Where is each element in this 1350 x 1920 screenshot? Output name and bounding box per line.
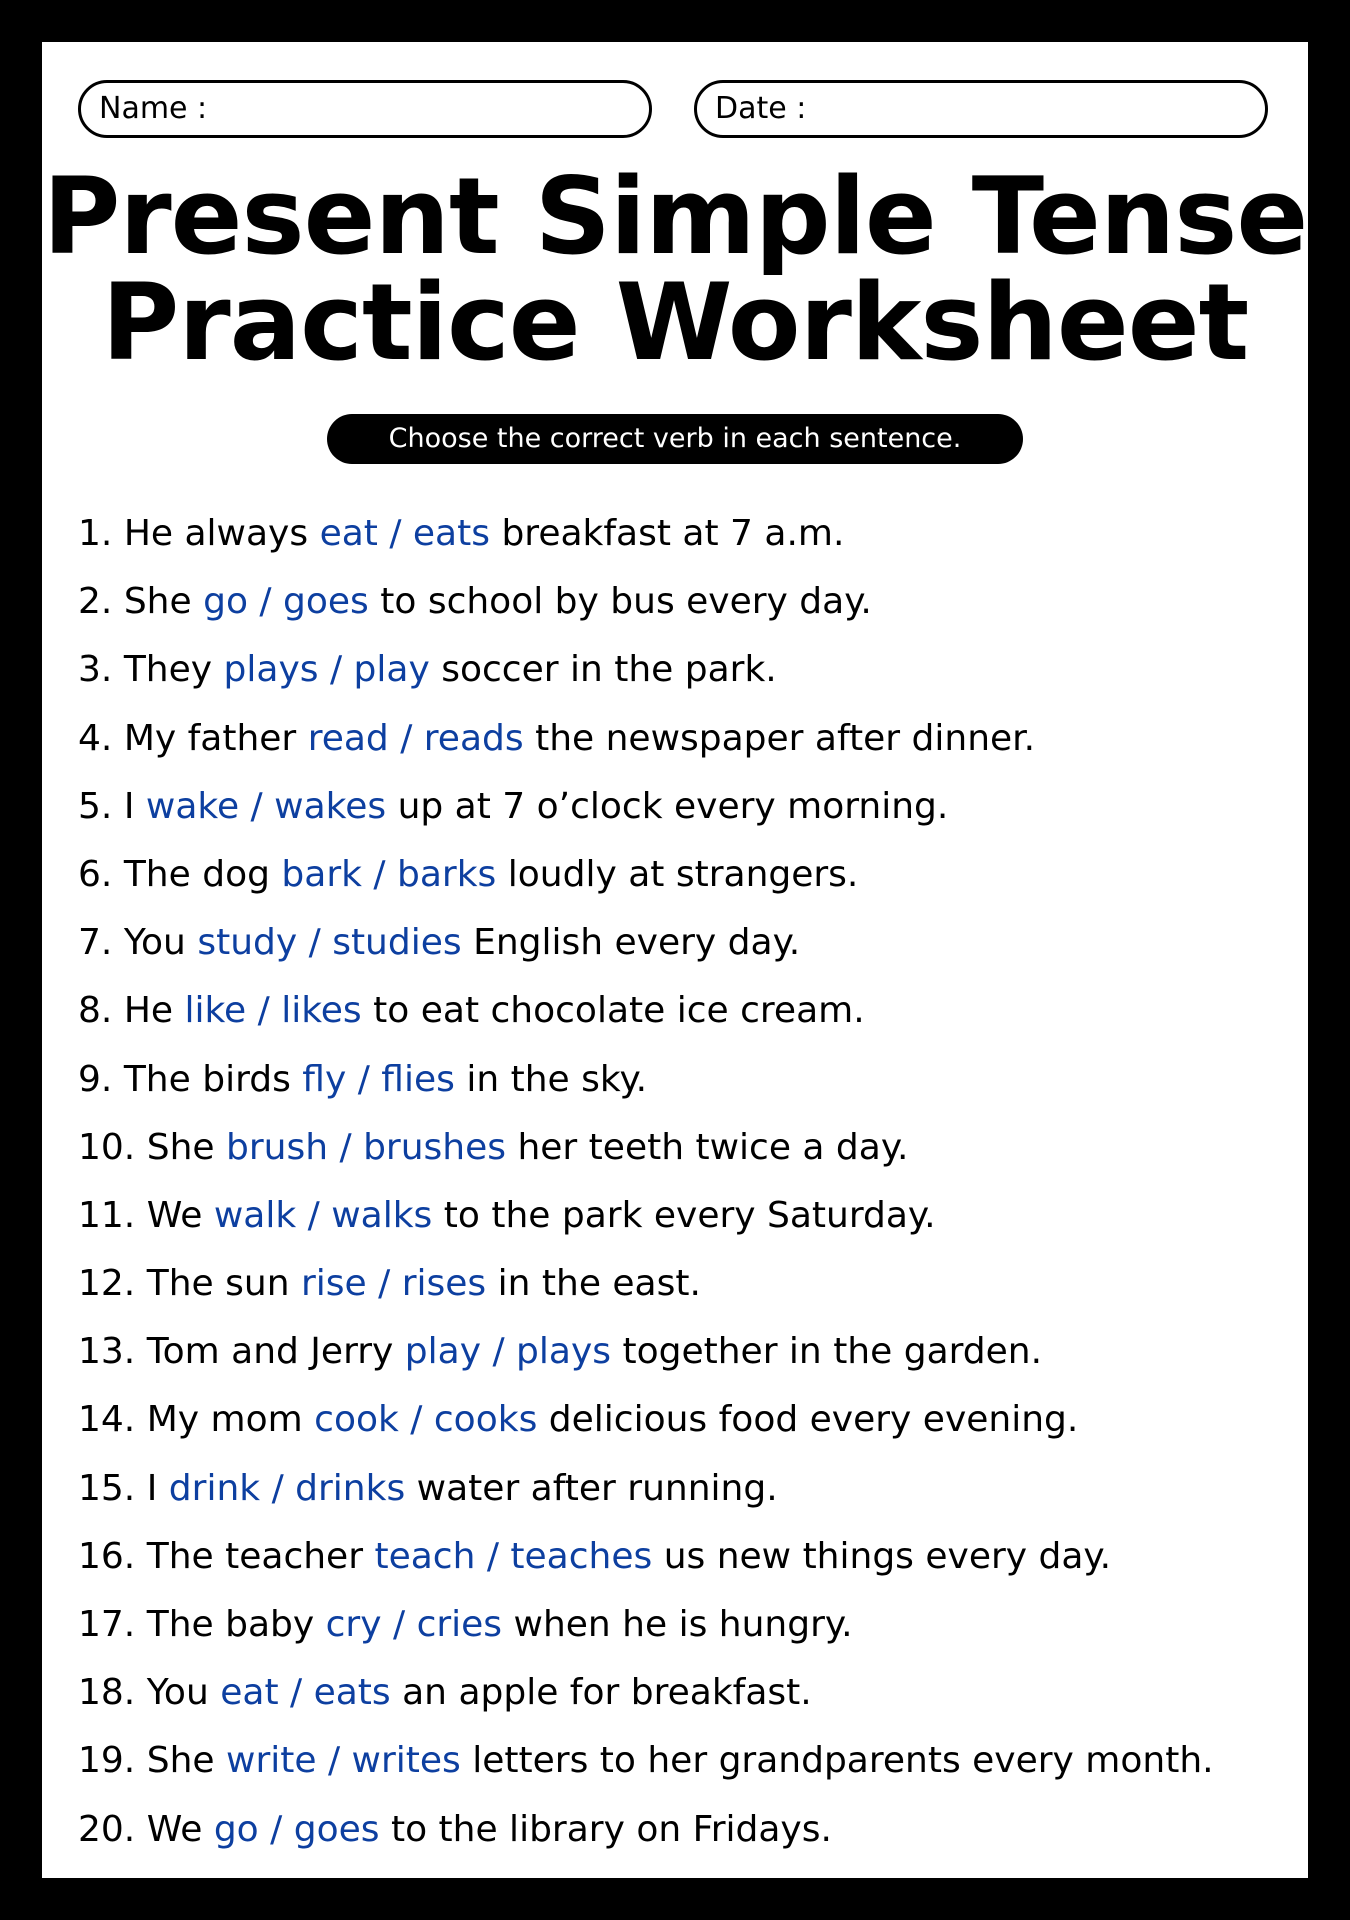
question-number: 20. xyxy=(78,1808,136,1850)
sentence-start: You xyxy=(123,922,186,964)
sentence-end: to eat chocolate ice cream. xyxy=(373,990,865,1032)
sentence-end: us new things every day. xyxy=(663,1535,1112,1577)
option-separator: / xyxy=(239,785,275,827)
sentence-end: her teeth twice a day. xyxy=(517,1126,909,1168)
question-number: 4. xyxy=(78,717,113,759)
question-number: 15. xyxy=(78,1467,136,1509)
sentence-start: The dog xyxy=(123,853,270,895)
sentence-start: My father xyxy=(123,717,297,759)
question-item xyxy=(78,1523,1278,1591)
question-number: 11. xyxy=(78,1194,136,1236)
option-separator: / xyxy=(377,513,413,554)
question-item xyxy=(78,1727,1278,1795)
question-item xyxy=(78,1455,1278,1523)
verb-option-a[interactable]: plays xyxy=(223,649,319,691)
option-separator: / xyxy=(481,1331,517,1373)
question-number: 9. xyxy=(78,1058,113,1100)
sentence-end: English every day. xyxy=(473,922,801,964)
date-field[interactable] xyxy=(694,80,1268,138)
date-label: Date : xyxy=(715,91,807,126)
verb-option-b[interactable]: teaches xyxy=(510,1535,653,1577)
question-item xyxy=(78,1386,1278,1454)
question-number: 19. xyxy=(78,1740,136,1782)
option-separator: / xyxy=(366,1263,402,1305)
option-separator: / xyxy=(381,1604,417,1645)
sentence-end: breakfast at 7 a.m. xyxy=(501,513,845,554)
verb-option-a[interactable]: brush xyxy=(226,1126,329,1168)
sentence-end: in the east. xyxy=(497,1263,701,1305)
sentence-end: to the park every Saturday. xyxy=(443,1194,936,1236)
sentence-end: together in the garden. xyxy=(622,1331,1043,1373)
sentence-end: water after running. xyxy=(416,1467,778,1509)
sentence-start: He always xyxy=(123,513,309,554)
sentence-end: soccer in the park. xyxy=(441,649,777,691)
sentence-end: up at 7 o’clock every morning. xyxy=(397,785,949,827)
sentence-start: We xyxy=(146,1194,203,1236)
verb-option-b[interactable]: walks xyxy=(331,1194,433,1236)
sentence-start: I xyxy=(123,785,135,827)
verb-option-a[interactable]: go xyxy=(213,1808,259,1850)
worksheet-page xyxy=(42,42,1308,1878)
sentence-end: an apple for breakfast. xyxy=(402,1672,812,1714)
option-separator: / xyxy=(260,1467,296,1509)
verb-option-a[interactable]: play xyxy=(404,1331,482,1373)
verb-option-b[interactable]: cooks xyxy=(433,1399,538,1441)
question-list xyxy=(78,500,1278,1864)
verb-option-b[interactable]: likes xyxy=(281,990,362,1032)
sentence-end: letters to her grandparents every month. xyxy=(472,1740,1214,1782)
verb-option-b[interactable]: cries xyxy=(416,1604,503,1645)
option-separator: / xyxy=(246,990,282,1032)
question-number: 5. xyxy=(78,785,113,827)
option-separator: / xyxy=(398,1399,434,1441)
question-item xyxy=(78,1182,1278,1250)
question-number: 10. xyxy=(78,1126,136,1168)
question-number: 8. xyxy=(78,990,113,1032)
verb-option-a[interactable]: eat xyxy=(319,513,378,554)
verb-option-a[interactable]: drink xyxy=(168,1467,261,1509)
verb-option-a[interactable]: cry xyxy=(325,1604,382,1645)
title-line-2: Practice Worksheet xyxy=(101,261,1249,384)
verb-option-a[interactable]: read xyxy=(307,717,389,759)
verb-option-b[interactable]: studies xyxy=(332,922,462,964)
question-number: 13. xyxy=(78,1331,136,1373)
sentence-start: He xyxy=(123,990,174,1032)
verb-option-b[interactable]: brushes xyxy=(363,1126,507,1168)
option-separator: / xyxy=(328,1126,364,1168)
verb-option-a[interactable]: rise xyxy=(300,1263,367,1305)
question-number: 7. xyxy=(78,922,113,964)
question-item xyxy=(78,636,1278,704)
option-separator: / xyxy=(247,581,283,623)
name-field[interactable] xyxy=(78,80,652,138)
sentence-start: She xyxy=(123,581,192,623)
option-separator: / xyxy=(278,1672,314,1714)
sentence-end: delicious food every evening. xyxy=(548,1399,1079,1441)
sentence-end: the newspaper after dinner. xyxy=(535,717,1036,759)
sentence-end: to school by bus every day. xyxy=(380,581,872,623)
question-item xyxy=(78,1250,1278,1318)
sentence-start: She xyxy=(146,1126,215,1168)
option-separator: / xyxy=(258,1808,294,1850)
option-separator: / xyxy=(297,922,333,964)
sentence-start: The baby xyxy=(146,1604,315,1645)
verb-option-b[interactable]: play xyxy=(353,649,430,691)
sentence-start: You xyxy=(146,1672,209,1714)
question-number: 14. xyxy=(78,1399,136,1441)
question-item xyxy=(78,705,1278,773)
question-item xyxy=(78,1659,1278,1727)
verb-option-a[interactable]: write xyxy=(226,1740,317,1782)
option-separator: / xyxy=(316,1740,352,1782)
question-item xyxy=(78,1591,1278,1659)
verb-option-b[interactable]: plays xyxy=(516,1331,612,1373)
question-number: 6. xyxy=(78,853,113,895)
sentence-end: loudly at strangers. xyxy=(507,853,859,895)
question-item xyxy=(78,1796,1278,1864)
option-separator: / xyxy=(296,1194,332,1236)
title-line-1: Present Simple Tense xyxy=(42,155,1308,278)
sentence-end: to the library on Fridays. xyxy=(390,1808,832,1850)
option-separator: / xyxy=(346,1058,382,1100)
question-item xyxy=(78,500,1278,568)
option-separator: / xyxy=(318,649,354,691)
question-item xyxy=(78,773,1278,841)
sentence-start: Tom and Jerry xyxy=(146,1331,394,1373)
verb-option-a[interactable]: walk xyxy=(213,1194,297,1236)
question-item xyxy=(78,1318,1278,1386)
question-item xyxy=(78,841,1278,909)
verb-option-b[interactable]: eats xyxy=(412,513,490,554)
question-number: 12. xyxy=(78,1263,136,1305)
sentence-start: She xyxy=(146,1740,215,1782)
verb-option-a[interactable]: bark xyxy=(281,853,362,895)
sentence-start: I xyxy=(146,1467,158,1509)
option-separator: / xyxy=(388,717,424,759)
question-number: 2. xyxy=(78,581,113,623)
sentence-start: They xyxy=(123,649,213,691)
verb-option-a[interactable]: go xyxy=(203,581,248,623)
question-number: 3. xyxy=(78,649,113,691)
sentence-start: My mom xyxy=(146,1399,303,1441)
name-label: Name : xyxy=(99,91,208,126)
verb-option-b[interactable]: eats xyxy=(313,1672,391,1714)
sentence-start: The teacher xyxy=(146,1535,363,1577)
question-number: 1. xyxy=(78,513,113,554)
sentence-end: when he is hungry. xyxy=(513,1604,853,1645)
option-separator: / xyxy=(361,853,397,895)
question-number: 18. xyxy=(78,1672,136,1714)
verb-option-b[interactable]: reads xyxy=(423,717,524,759)
question-item xyxy=(78,568,1278,636)
verb-option-a[interactable]: like xyxy=(184,990,247,1032)
verb-option-a[interactable]: teach xyxy=(374,1535,476,1577)
verb-option-a[interactable]: wake xyxy=(145,785,240,827)
option-separator: / xyxy=(475,1535,511,1577)
verb-option-b[interactable]: writes xyxy=(351,1740,461,1782)
question-item xyxy=(78,1114,1278,1182)
verb-option-a[interactable]: fly xyxy=(302,1058,347,1100)
sentence-end: in the sky. xyxy=(466,1058,648,1100)
verb-option-b[interactable]: barks xyxy=(396,853,497,895)
question-item xyxy=(78,977,1278,1045)
instruction-banner: Choose the correct verb in each sentence. xyxy=(327,414,1023,464)
question-item xyxy=(78,909,1278,977)
verb-option-b[interactable]: flies xyxy=(381,1058,455,1100)
question-number: 16. xyxy=(78,1535,136,1577)
verb-option-b[interactable]: drinks xyxy=(295,1467,406,1509)
verb-option-a[interactable]: study xyxy=(197,922,298,964)
question-item xyxy=(78,1046,1278,1114)
sentence-start: We xyxy=(146,1808,203,1850)
verb-option-b[interactable]: rises xyxy=(401,1263,487,1305)
verb-option-b[interactable]: goes xyxy=(293,1808,380,1850)
verb-option-a[interactable]: cook xyxy=(314,1399,399,1441)
verb-option-a[interactable]: eat xyxy=(220,1672,279,1714)
sentence-start: The sun xyxy=(146,1263,290,1305)
verb-option-b[interactable]: goes xyxy=(283,581,369,623)
question-number: 17. xyxy=(78,1604,136,1645)
sentence-start: The birds xyxy=(123,1058,291,1100)
verb-option-b[interactable]: wakes xyxy=(274,785,387,827)
